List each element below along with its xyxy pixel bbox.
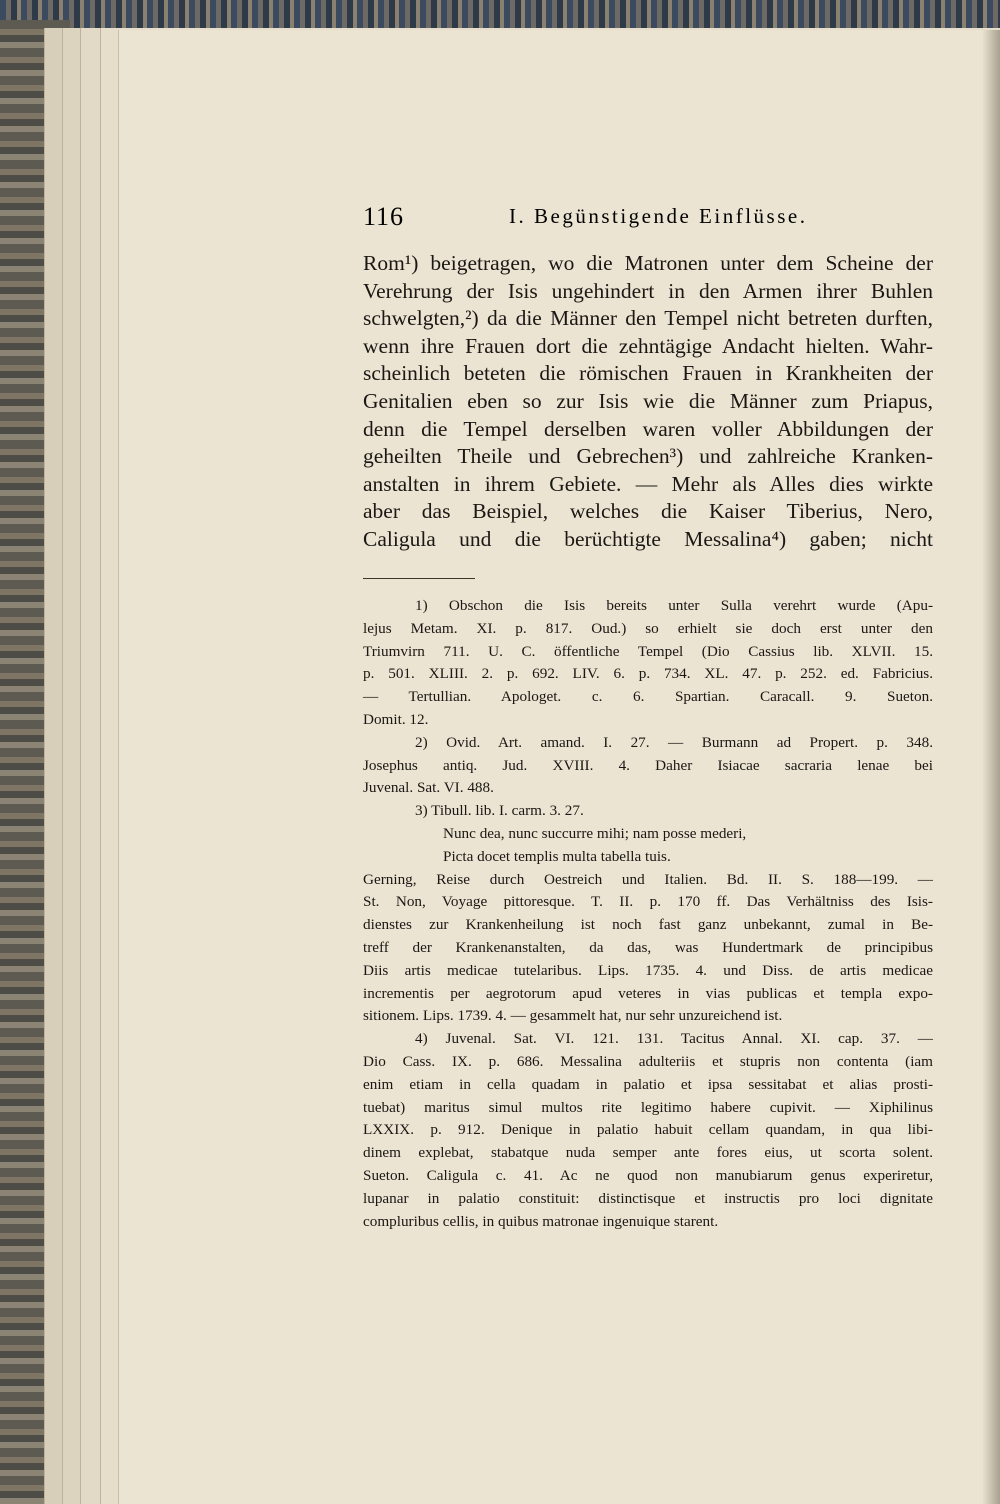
verse-line: Picta docet templis multa tabella tuis. <box>443 847 671 865</box>
body-line: denn die Tempel derselben waren voller Abbildungen der <box>363 416 933 441</box>
footnote-line: Dio Cass. IX. p. 686. Messalina adulteriis et stupris non contenta (iam <box>363 1052 933 1070</box>
footnote-line: dienstes zur Krankenheilung ist noch fast ganz unbekannt, zumal in Be- <box>363 916 933 934</box>
body-line: Verehrung der Isis ungehindert in den Armen ihrer Buhlen <box>363 278 933 303</box>
footnote-line: lupanar in palatio constituit: distinctisque et instructis pro loci dignitate <box>363 1189 933 1207</box>
footnote-line: lejus Metam. XI. p. 817. Oud.) so erhielt sie doch erst unter den <box>363 619 933 637</box>
footnote-line: Josephus antiq. Jud. XVIII. 4. Daher Isiacae sacraria lenae bei <box>363 756 933 774</box>
footnote-line: incrementis per aegrotorum apud veteres in vias publicas et templa expo- <box>363 984 933 1002</box>
body-line: schwelgten,²) da die Männer den Tempel nicht betreten durften, <box>363 306 933 331</box>
body-line: wenn ihre Frauen dort die zehntägige Andacht hielten. Wahr- <box>363 333 933 358</box>
body-line: geheilten Theile und Gebrechen³) und zahlreiche Kranken- <box>363 444 933 469</box>
footnote-line: Domit. 12. <box>363 710 429 728</box>
footnote-line: Triumvirn 711. U. C. öffentliche Tempel (Dio Cassius lib. XLVII. 15. <box>363 642 933 660</box>
body-line: Rom¹) beigetragen, wo die Matronen unter dem Scheine der <box>363 251 933 275</box>
footnote-line: — Tertullian. Apologet. c. 6. Spartian. Caracall. 9. Sueton. <box>363 688 933 706</box>
body-line: Genitalien eben so zur Isis wie die Männer zum Priapus, <box>363 388 933 413</box>
footnote-line: treff der Krankenanstalten, da das, was Hundertmark de principibus <box>363 938 933 956</box>
footnote-line: Gerning, Reise durch Oestreich und Italien. Bd. II. S. 188—199. — <box>363 870 933 888</box>
footnote-line: enim etiam in cella quadam in palatio et ipsa sessitabat et alias prosti- <box>363 1075 933 1093</box>
footnote-line: dinem explebat, stabatque nuda semper ante fores eius, ut scorta solent. <box>363 1144 933 1162</box>
footnote-line: tuebat) maritus simul multos rite legitimo habere cupivit. — Xiphilinus <box>363 1098 933 1116</box>
footnote-line: LXXIX. p. 912. Denique in palatio habuit cellam quandam, in qua libi- <box>363 1121 933 1139</box>
footnote-line: p. 501. XLIII. 2. p. 692. LIV. 6. p. 734. XL. 47. p. 252. ed. Fabricius. <box>363 665 933 683</box>
footnote-line: sitionem. Lips. 1739. 4. — gesammelt hat, nur sehr unzureichend ist. <box>363 1007 783 1025</box>
page-header <box>363 198 933 238</box>
verse-line: Nunc dea, nunc succurre mihi; nam posse mederi, <box>443 824 747 842</box>
body-line: aber das Beispiel, welches die Kaiser Tiberius, Nero, <box>363 499 933 524</box>
footnote-line: 2) Ovid. Art. amand. I. 27. — Burmann ad Propert. p. 348. <box>415 733 933 751</box>
footnote-line: 3) Tibull. lib. I. carm. 3. 27. <box>415 802 584 820</box>
body-line: anstalten in ihrem Gebiete. — Mehr als Alles dies wirkte <box>363 471 933 496</box>
footnote-line: Sueton. Caligula c. 41. Ac ne quod non manubiarum genus experiretur, <box>363 1166 933 1184</box>
footnote-line: 4) Juvenal. Sat. VI. 121. 131. Tacitus Annal. XI. cap. 37. — <box>415 1030 933 1048</box>
body-line: Caligula und die berüchtigte Messalina⁴) gaben; nicht <box>363 526 933 551</box>
page-number: 116 <box>363 202 405 231</box>
running-head: I. Begünstigende Einflüsse. <box>509 204 808 228</box>
footnote-line: compluribus cellis, in quibus matronae ingenuique starent. <box>363 1212 719 1230</box>
footnote-line: Juvenal. Sat. VI. 488. <box>363 779 494 797</box>
footnote-rule <box>363 578 475 579</box>
body-line: scheinlich beteten die römischen Frauen in Krankheiten der <box>363 361 933 386</box>
main-text <box>363 250 933 554</box>
page-gutter-shadow <box>982 30 1000 1504</box>
footnote-line: Diis artis medicae tutelaribus. Lips. 1735. 4. und Diss. de artis medicae <box>363 961 933 979</box>
footnote-line: 1) Obschon die Isis bereits unter Sulla verehrt wurde (Apu- <box>415 597 933 614</box>
footnotes <box>363 595 933 1233</box>
footnote-line: St. Non, Voyage pittoresque. T. II. p. 170 ff. Das Verhältniss des Isis- <box>363 893 933 911</box>
